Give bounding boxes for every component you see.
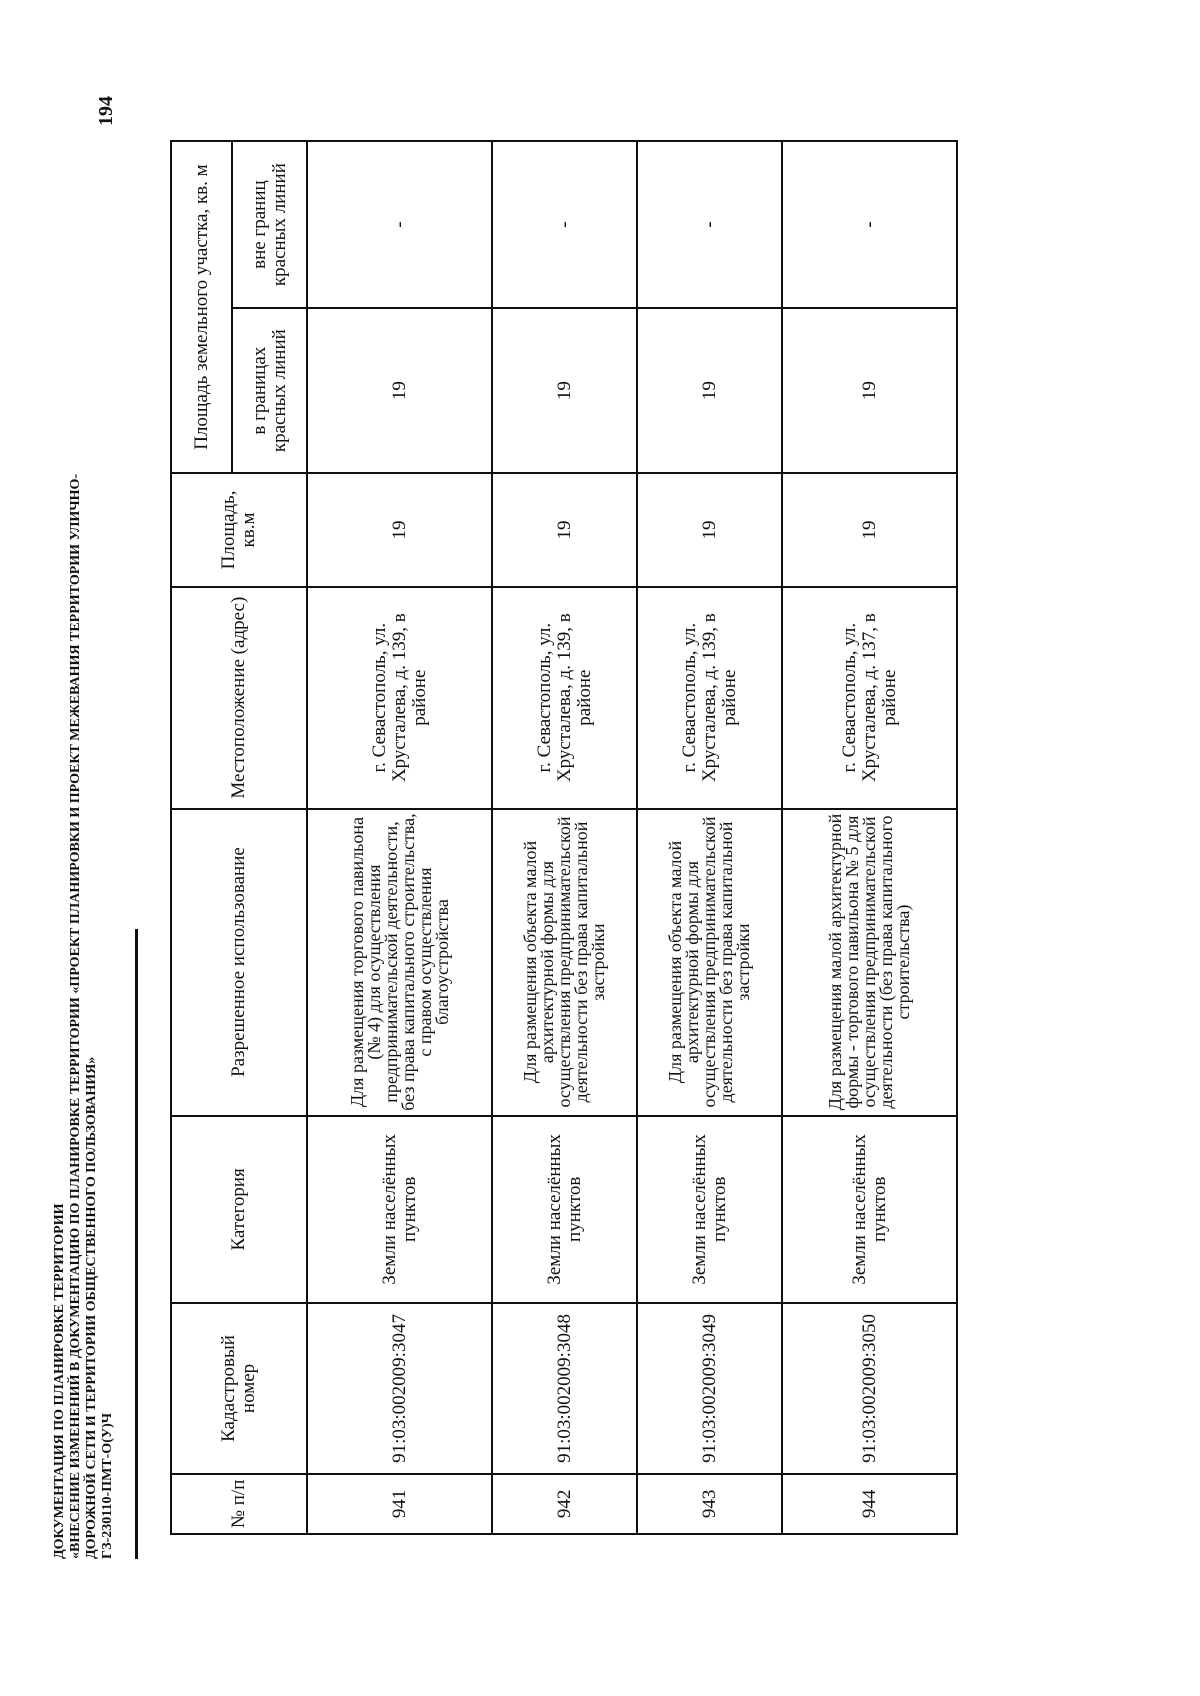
cell-inside: 19 — [782, 308, 957, 473]
cell-outside: - — [637, 141, 782, 308]
header-line-1: ДОКУМЕНТАЦИЯ ПО ПЛАНИРОВКЕ ТЕРРИТОРИИ — [52, 1203, 67, 1559]
document-header — [52, 473, 116, 1559]
header-outside-red-lines: вне границ красных линий — [232, 141, 307, 308]
cell-use: Для размещения объекта малой архитектурной формы для осуществления предпринимательской деятельности без права капитальной застройки — [637, 809, 782, 1116]
table-row — [782, 141, 957, 1534]
cell-category: Земли населённых пунктов — [307, 1116, 492, 1304]
cell-location: г. Севастополь, ул. Хрусталева, д. 139, в районе — [492, 587, 637, 809]
cell-area: 19 — [782, 473, 957, 587]
cell-category: Земли населённых пунктов — [782, 1116, 957, 1304]
cell-use: Для размещения объекта малой архитектурной формы для осуществления предпринимательской деятельности без права капитальной застройки — [492, 809, 637, 1116]
table-row — [307, 141, 492, 1534]
cell-area: 19 — [307, 473, 492, 587]
cell-cadastral: 91:03:002009:3047 — [307, 1303, 492, 1474]
cell-inside: 19 — [637, 308, 782, 473]
cell-category: Земли населённых пунктов — [492, 1116, 637, 1304]
cell-location: г. Севастополь, ул. Хрусталева, д. 137, в районе — [782, 587, 957, 809]
cell-num: 944 — [782, 1474, 957, 1534]
cell-category: Земли населённых пунктов — [637, 1116, 782, 1304]
cell-outside: - — [492, 141, 637, 308]
table-row — [492, 141, 637, 1534]
page-number: 194 — [95, 96, 117, 126]
cell-location: г. Севастополь, ул. Хрусталева, д. 139, в районе — [637, 587, 782, 809]
cell-num: 942 — [492, 1474, 637, 1534]
header-rule — [135, 929, 138, 1559]
cell-inside: 19 — [307, 308, 492, 473]
table-row — [637, 141, 782, 1534]
header-plot-area: Площадь земельного участка, кв. м — [171, 141, 232, 473]
cell-area: 19 — [637, 473, 782, 587]
cell-num: 941 — [307, 1474, 492, 1534]
header-use: Разрешенное использование — [171, 809, 307, 1116]
header-inside-red-lines: в границах красных линий — [232, 308, 307, 473]
cell-location: г. Севастополь, ул. Хрусталева, д. 139, в районе — [307, 587, 492, 809]
cell-cadastral: 91:03:002009:3050 — [782, 1303, 957, 1474]
header-category: Категория — [171, 1116, 307, 1304]
cell-cadastral: 91:03:002009:3048 — [492, 1303, 637, 1474]
cell-outside: - — [782, 141, 957, 308]
cell-num: 943 — [637, 1474, 782, 1534]
header-area: Площадь, кв.м — [171, 473, 307, 587]
cell-cadastral: 91:03:002009:3049 — [637, 1303, 782, 1474]
header-cadastral: Кадастровый номер — [171, 1303, 307, 1474]
header-line-3: ДОРОЖНОЙ СЕТИ И ТЕРРИТОРИИ ОБЩЕСТВЕННОГО ПОЛЬЗОВАНИЯ» — [84, 1056, 99, 1559]
cell-use: Для размещения торгового павильона (№ 4) для осуществления предпринимательской деятельности, без права капитального строительства, с правом осуществления благоустройства — [307, 809, 492, 1116]
land-plots-table — [170, 140, 958, 1535]
cell-inside: 19 — [492, 308, 637, 473]
cell-use: Для размещения малой архитектурной формы - торгового павильона № 5 для осуществления предпринимательской деятельности (без права капитального строительства) — [782, 809, 957, 1116]
header-line-2: «ВНЕСЕНИЕ ИЗМЕНЕНИЙ В ДОКУМЕНТАЦИЮ ПО ПЛАНИРОВКЕ ТЕРРИТОРИИ «ПРОЕКТ ПЛАНИРОВКИ И ПРОЕКТ МЕЖЕВАНИЯ ТЕРРИТОРИИ УЛИЧНО- — [68, 473, 83, 1559]
header-num: № п/п — [171, 1474, 307, 1534]
cell-outside: - — [307, 141, 492, 308]
cell-area: 19 — [492, 473, 637, 587]
header-location: Местоположение (адрес) — [171, 587, 307, 809]
header-line-4: ГЗ-230110-ПМТ-О(У)Ч — [100, 1412, 115, 1559]
